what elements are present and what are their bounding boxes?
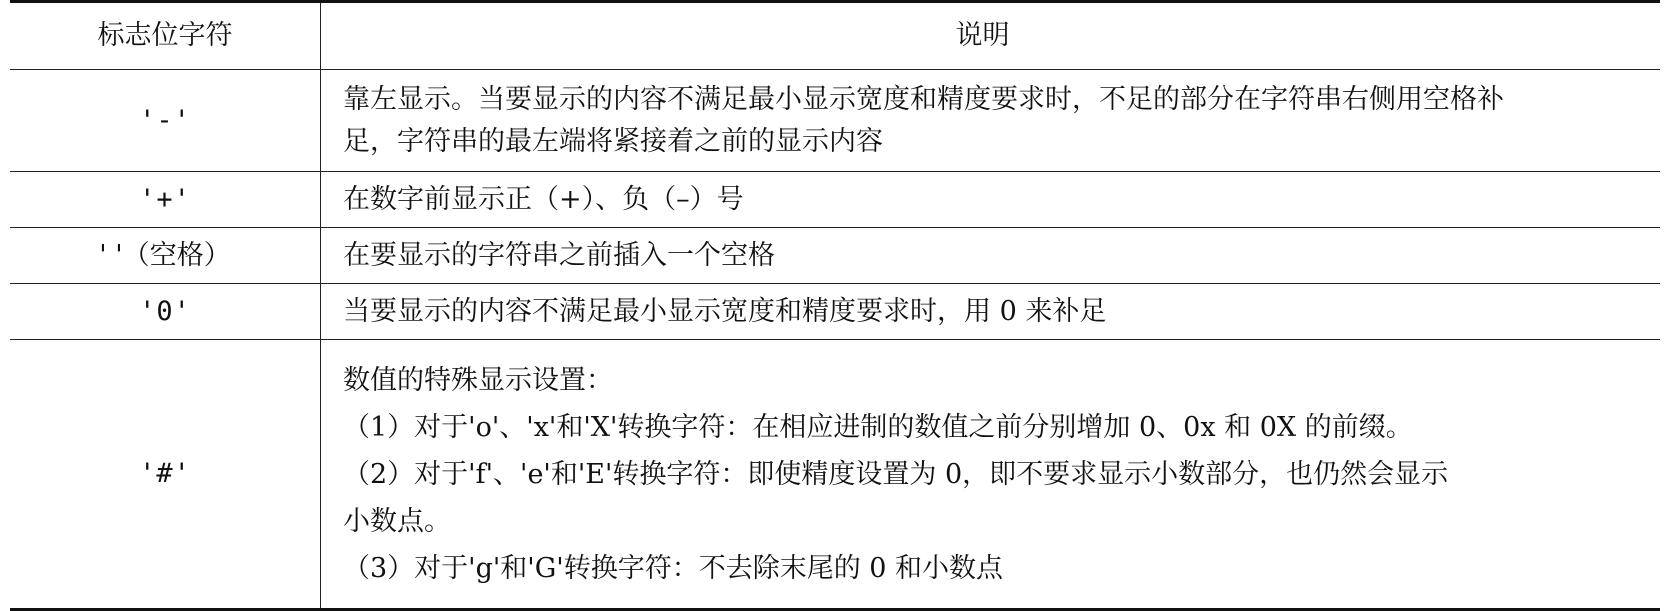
description-line: 数值的特殊显示设置： xyxy=(343,364,613,396)
flag-character-table xyxy=(10,0,1660,611)
description-cell xyxy=(321,70,1661,172)
table-row xyxy=(10,284,1660,340)
description-cell xyxy=(321,228,1661,284)
description-line: （3）对于'g'和'G'转换字符：不去除末尾的 0 和小数点 xyxy=(343,552,1004,584)
description-line: 当要显示的内容不满足最小显示宽度和精度要求时，用 0 来补足 xyxy=(343,295,1107,327)
flag-cell: '-' xyxy=(10,70,321,172)
flag-cell: ' '（空格） xyxy=(10,228,321,284)
table-row xyxy=(10,172,1660,228)
table-row xyxy=(10,70,1660,172)
table-row xyxy=(10,340,1660,610)
description-line: （2）对于'f'、'e'和'E'转换字符：即使精度设置为 0，即不要求显示小数部分，也仍然会显示 xyxy=(343,458,1449,490)
description-line: 在数字前显示正（+）、负（–）号 xyxy=(343,183,744,215)
header-description: 说明 xyxy=(321,2,1661,70)
description-cell xyxy=(321,172,1661,228)
description-cell xyxy=(321,340,1661,610)
flag-cell: '+' xyxy=(10,172,321,228)
description-line: 小数点。 xyxy=(343,505,451,537)
description-line: （1）对于'o'、'x'和'X'转换字符：在相应进制的数值之前分别增加 0、0x 和 0X 的前缀。 xyxy=(343,411,1413,443)
description-line: 足，字符串的最左端将紧接着之前的显示内容 xyxy=(343,125,883,157)
description-cell xyxy=(321,284,1661,340)
flag-cell: '#' xyxy=(10,340,321,610)
description-line: 在要显示的字符串之前插入一个空格 xyxy=(343,239,775,271)
header-flag-char: 标志位字符 xyxy=(10,2,321,70)
flag-cell: '0' xyxy=(10,284,321,340)
table-row xyxy=(10,228,1660,284)
description-line: 靠左显示。当要显示的内容不满足最小显示宽度和精度要求时，不足的部分在字符串右侧用空格补 xyxy=(343,83,1504,115)
header-row xyxy=(10,2,1660,70)
